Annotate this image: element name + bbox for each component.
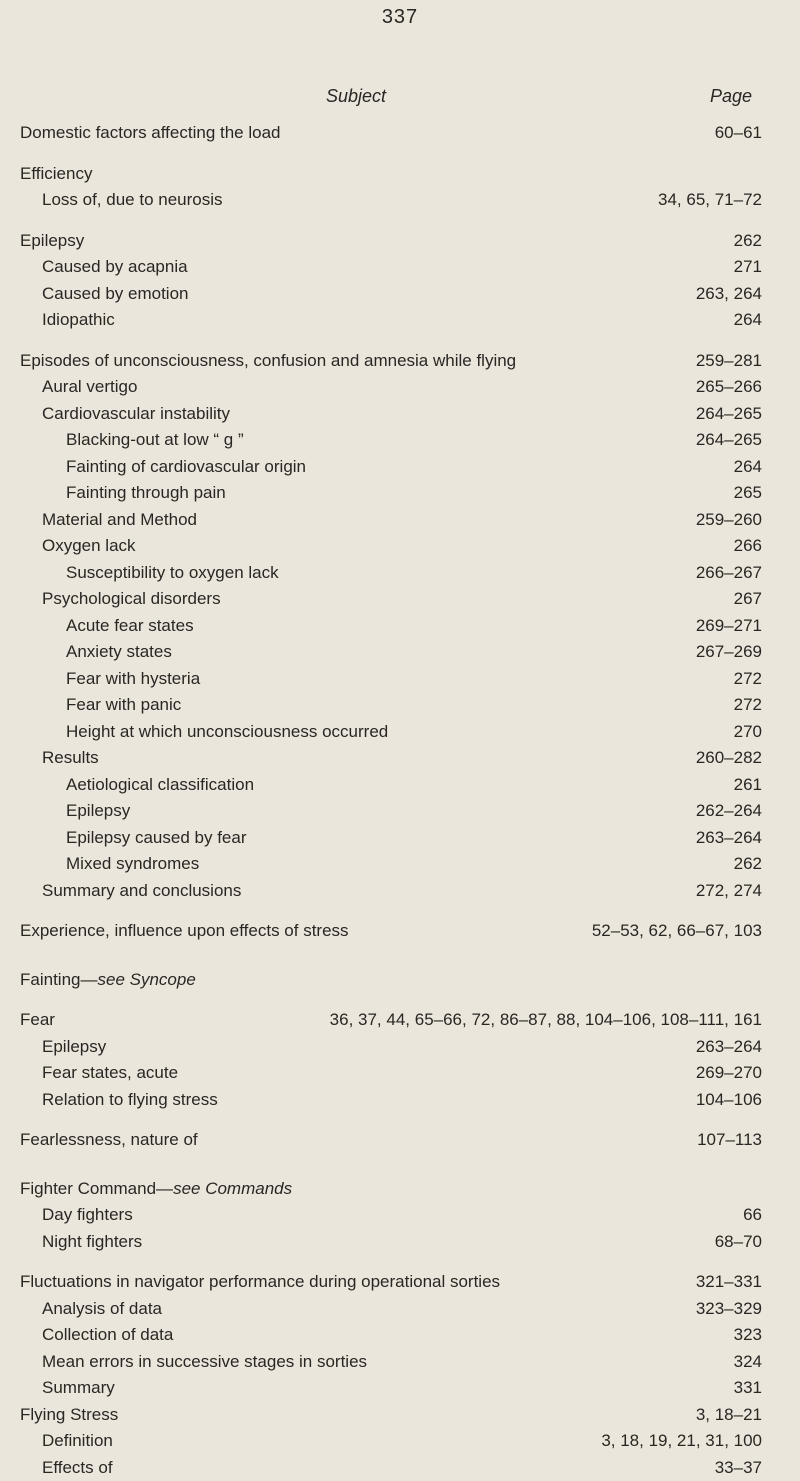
index-entries (0, 120, 800, 1481)
index-entry (0, 348, 800, 375)
index-term-text: Aural vertigo (42, 377, 137, 396)
index-entry (0, 1428, 800, 1455)
index-term (66, 851, 199, 877)
page-reference: 68–70 (715, 1229, 762, 1255)
page-reference: 259–281 (696, 348, 762, 374)
index-entry (0, 187, 800, 214)
index-entry (0, 1229, 800, 1256)
index-term (42, 507, 197, 533)
cross-reference: see Syncope (97, 970, 195, 989)
index-term (42, 533, 136, 559)
index-term (20, 1007, 55, 1033)
index-term-text: Epilepsy (42, 1037, 106, 1056)
page-reference: 263–264 (696, 1034, 762, 1060)
index-term (42, 1060, 178, 1086)
page-reference: 60–61 (715, 120, 762, 146)
index-term-text: Anxiety states (66, 642, 172, 661)
page-reference: 264 (734, 307, 762, 333)
index-entry (0, 586, 800, 613)
page-reference: 266 (734, 533, 762, 559)
index-entry (0, 1349, 800, 1376)
index-term (66, 480, 226, 506)
index-term-text: Material and Method (42, 510, 197, 529)
index-term (42, 878, 241, 904)
index-entry (0, 161, 800, 188)
index-term (42, 1375, 115, 1401)
index-term (42, 1087, 218, 1113)
page-reference: 323–329 (696, 1296, 762, 1322)
page-reference: 264–265 (696, 401, 762, 427)
page-reference: 34, 65, 71–72 (658, 187, 762, 213)
index-term (42, 307, 115, 333)
page-reference: 321–331 (696, 1269, 762, 1295)
index-entry (0, 1375, 800, 1402)
index-entry (0, 533, 800, 560)
index-term-text: Fear states, acute (42, 1063, 178, 1082)
index-term (42, 1229, 142, 1255)
index-term (20, 228, 84, 254)
page-reference: 52–53, 62, 66–67, 103 (592, 918, 762, 944)
page-column-heading: Page (710, 86, 752, 107)
index-entry (0, 772, 800, 799)
index-term-text: Oxygen lack (42, 536, 136, 555)
page-reference: 262–264 (696, 798, 762, 824)
index-term (66, 613, 194, 639)
index-term-text: Idiopathic (42, 310, 115, 329)
index-term (42, 1202, 133, 1228)
index-entry (0, 1455, 800, 1481)
index-term-text: Relation to flying stress (42, 1090, 218, 1109)
page-reference: 264 (734, 454, 762, 480)
index-term (20, 120, 281, 146)
index-entry (0, 401, 800, 428)
index-entry (0, 1402, 800, 1429)
page-reference: 107–113 (697, 1127, 762, 1153)
page-reference: 263, 264 (696, 281, 762, 307)
index-entry (0, 639, 800, 666)
index-term-text: Fearlessness, nature of (20, 1130, 198, 1149)
index-term (42, 1034, 106, 1060)
page-reference: 323 (734, 1322, 762, 1348)
page-reference: 262 (734, 851, 762, 877)
page-reference: 269–270 (696, 1060, 762, 1086)
index-term (42, 374, 137, 400)
index-term (42, 745, 99, 771)
index-term (42, 1322, 173, 1348)
index-term-text: Night fighters (42, 1232, 142, 1251)
index-term (42, 1296, 162, 1322)
index-term (66, 825, 247, 851)
index-term-text: Psychological disorders (42, 589, 221, 608)
index-term-text: Fainting of cardiovascular origin (66, 457, 306, 476)
index-entry (0, 281, 800, 308)
index-term (20, 161, 92, 187)
index-term-text: Fainting through pain (66, 483, 226, 502)
subject-column-heading: Subject (326, 86, 386, 107)
index-term-text: Epilepsy (20, 231, 84, 250)
index-term (66, 719, 388, 745)
index-term-text: Fainting— (20, 970, 97, 989)
page-reference: 3, 18, 19, 21, 31, 100 (601, 1428, 762, 1454)
page-reference: 271 (734, 254, 762, 280)
index-entry (0, 825, 800, 852)
index-term (66, 666, 200, 692)
page-reference: 262 (734, 228, 762, 254)
index-term-text: Day fighters (42, 1205, 133, 1224)
index-term-text: Fear (20, 1010, 55, 1029)
index-term-text: Mixed syndromes (66, 854, 199, 873)
page-reference: 3, 18–21 (696, 1402, 762, 1428)
index-term (42, 586, 221, 612)
index-term-text: Acute fear states (66, 616, 194, 635)
page-reference: 272 (734, 666, 762, 692)
index-term-text: Flying Stress (20, 1405, 118, 1424)
index-term (66, 772, 254, 798)
index-term-text: Cardiovascular instability (42, 404, 230, 423)
index-term-text: Caused by emotion (42, 284, 188, 303)
index-entry (0, 692, 800, 719)
index-entry (0, 878, 800, 905)
page-reference: 272 (734, 692, 762, 718)
index-entry (0, 480, 800, 507)
index-entry (0, 454, 800, 481)
index-entry (0, 228, 800, 255)
index-entry (0, 254, 800, 281)
index-term-text: Fear with panic (66, 695, 181, 714)
index-term-text: Fighter Command— (20, 1179, 173, 1198)
index-term (20, 967, 196, 993)
index-entry (0, 1060, 800, 1087)
index-term (42, 401, 230, 427)
page-reference: 265 (734, 480, 762, 506)
page-reference: 269–271 (696, 613, 762, 639)
page-reference: 33–37 (715, 1455, 762, 1481)
page-reference: 104–106 (696, 1087, 762, 1113)
index-term-text: Height at which unconsciousness occurred (66, 722, 388, 741)
index-entry (0, 798, 800, 825)
index-term (42, 1349, 367, 1375)
index-entry (0, 851, 800, 878)
index-term-text: Analysis of data (42, 1299, 162, 1318)
index-term (42, 281, 188, 307)
page-number: 337 (0, 6, 800, 29)
index-entry (0, 560, 800, 587)
index-entry (0, 1176, 800, 1203)
page-reference: 324 (734, 1349, 762, 1375)
page-reference: 66 (743, 1202, 762, 1228)
index-term-text: Fear with hysteria (66, 669, 200, 688)
index-entry (0, 1322, 800, 1349)
page-reference: 331 (734, 1375, 762, 1401)
index-term (66, 454, 306, 480)
index-term-text: Effects of (42, 1458, 113, 1477)
index-term-text: Summary and conclusions (42, 881, 241, 900)
index-entry (0, 1034, 800, 1061)
index-entry (0, 918, 800, 945)
index-term-text: Experience, influence upon effects of stress (20, 921, 349, 940)
index-term-text: Domestic factors affecting the load (20, 123, 281, 142)
index-term (42, 187, 223, 213)
index-term-text: Mean errors in successive stages in sorties (42, 1352, 367, 1371)
index-entry (0, 507, 800, 534)
index-term (20, 348, 516, 374)
index-term-text: Loss of, due to neurosis (42, 190, 223, 209)
index-entry (0, 1087, 800, 1114)
index-term-text: Summary (42, 1378, 115, 1397)
cross-reference: see Commands (173, 1179, 292, 1198)
index-entry (0, 307, 800, 334)
index-term-text: Aetiological classification (66, 775, 254, 794)
page-reference: 260–282 (696, 745, 762, 771)
index-term (20, 918, 349, 944)
index-term (66, 639, 172, 665)
index-entry (0, 374, 800, 401)
page-reference: 261 (734, 772, 762, 798)
index-term-text: Susceptibility to oxygen lack (66, 563, 279, 582)
index-entry (0, 967, 800, 994)
index-entry (0, 1269, 800, 1296)
page-reference: 264–265 (696, 427, 762, 453)
index-term-text: Episodes of unconsciousness, confusion and amnesia while flying (20, 351, 516, 370)
index-term (66, 560, 279, 586)
index-entry (0, 613, 800, 640)
index-term-text: Efficiency (20, 164, 92, 183)
page-reference: 263–264 (696, 825, 762, 851)
index-entry (0, 427, 800, 454)
index-term (42, 1455, 113, 1481)
page-reference: 272, 274 (696, 878, 762, 904)
page-reference: 267 (734, 586, 762, 612)
page-reference: 265–266 (696, 374, 762, 400)
index-term (66, 427, 244, 453)
index-entry (0, 719, 800, 746)
index-entry (0, 1296, 800, 1323)
index-term (20, 1402, 118, 1428)
page-reference: 36, 37, 44, 65–66, 72, 86–87, 88, 104–106, 108–111, 161 (330, 1007, 762, 1033)
index-entry (0, 120, 800, 147)
index-entry (0, 1127, 800, 1154)
index-entry (0, 1202, 800, 1229)
index-entry (0, 1007, 800, 1034)
index-entry (0, 666, 800, 693)
index-term-text: Epilepsy (66, 801, 130, 820)
page-reference: 270 (734, 719, 762, 745)
index-term-text: Collection of data (42, 1325, 173, 1344)
index-entry (0, 745, 800, 772)
index-term (42, 1428, 113, 1454)
page-reference: 267–269 (696, 639, 762, 665)
index-term-text: Fluctuations in navigator performance during operational sorties (20, 1272, 500, 1291)
index-term-text: Blacking-out at low “ g ” (66, 430, 244, 449)
index-term-text: Epilepsy caused by fear (66, 828, 247, 847)
index-term-text: Caused by acapnia (42, 257, 188, 276)
page-reference: 266–267 (696, 560, 762, 586)
index-term (66, 798, 130, 824)
index-term (42, 254, 188, 280)
page-reference: 259–260 (696, 507, 762, 533)
index-term (20, 1269, 500, 1295)
index-term-text: Definition (42, 1431, 113, 1450)
index-term-text: Results (42, 748, 99, 767)
index-term (66, 692, 181, 718)
index-term (20, 1176, 292, 1202)
index-term (20, 1127, 198, 1153)
